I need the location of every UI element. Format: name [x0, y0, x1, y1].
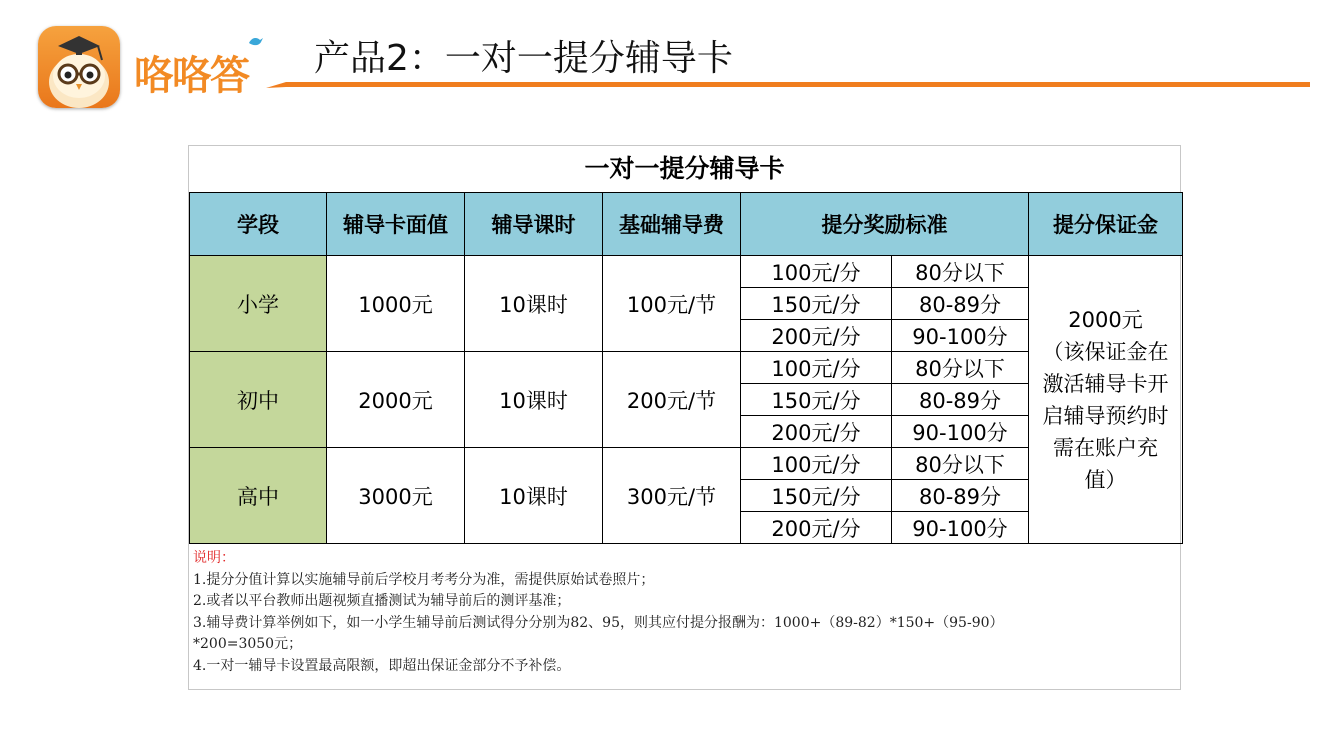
- hours-cell: 10课时: [465, 448, 603, 544]
- note-line: *200=3050元；: [193, 636, 303, 652]
- notes-heading: 说明：: [193, 550, 235, 566]
- reward-amount-cell: 150元/分: [741, 288, 892, 320]
- reward-amount-cell: 200元/分: [741, 320, 892, 352]
- hours-cell: 10课时: [465, 256, 603, 352]
- reward-condition-cell: 80-89分: [892, 288, 1029, 320]
- reward-condition-cell: 80-89分: [892, 480, 1029, 512]
- card-title: 一对一提分辅导卡: [584, 154, 785, 183]
- reward-amount-cell: 150元/分: [741, 480, 892, 512]
- note-line: 1.提分分值计算以实施辅导前后学校月考考分为准，需提供原始试卷照片；: [193, 571, 655, 588]
- deposit-note-line: 需在账户充: [1053, 435, 1158, 460]
- reward-amount-cell: 100元/分: [741, 352, 892, 384]
- col-header-base-fee: 基础辅导费: [603, 193, 741, 256]
- deposit-note-line: 激活辅导卡开: [1042, 371, 1169, 396]
- deposit-note-line: 启辅导预约时: [1042, 403, 1169, 428]
- reward-condition-cell: 80分以下: [892, 352, 1029, 384]
- col-header-face-value: 辅导卡面值: [327, 193, 465, 256]
- reward-condition-cell: 90-100分: [892, 320, 1029, 352]
- reward-condition-cell: 90-100分: [892, 512, 1029, 544]
- base-fee-cell: 100元/节: [603, 256, 741, 352]
- stage-cell: 初中: [190, 352, 327, 448]
- pricing-table: [189, 192, 1183, 544]
- page-title: 产品2：一对一提分辅导卡: [314, 38, 733, 79]
- deposit-cell: [1029, 256, 1183, 544]
- base-fee-cell: 300元/节: [603, 448, 741, 544]
- col-header-deposit: 提分保证金: [1029, 193, 1183, 256]
- note-line: 2.或者以平台教师出题视频直播测试为辅导前后的测评基准；: [193, 593, 571, 609]
- note-line: 3.辅导费计算举例如下，如一小学生辅导前后测试得分分别为82、95，则其应付提分报酬为：1000+（89-82）*150+（95-90）: [193, 614, 1004, 631]
- reward-condition-cell: 80-89分: [892, 384, 1029, 416]
- card-panel: [188, 145, 1181, 690]
- face-value-cell: 1000元: [327, 256, 465, 352]
- note-line: 4.一对一辅导卡设置最高限额，即超出保证金部分不予补偿。: [193, 657, 571, 674]
- reward-condition-cell: 80分以下: [892, 448, 1029, 480]
- deposit-amount: 2000元: [1068, 307, 1143, 332]
- deposit-note-line: （该保证金在: [1042, 339, 1169, 364]
- reward-amount-cell: 100元/分: [741, 448, 892, 480]
- col-header-hours: 辅导课时: [465, 193, 603, 256]
- reward-amount-cell: 200元/分: [741, 512, 892, 544]
- deposit-note-line: 值）: [1084, 467, 1127, 492]
- owl-icon: [38, 26, 120, 108]
- reward-amount-cell: 100元/分: [741, 256, 892, 288]
- face-value-cell: 3000元: [327, 448, 465, 544]
- app-logo-owl-icon: [38, 26, 120, 108]
- reward-condition-cell: 80分以下: [892, 256, 1029, 288]
- bird-icon: [248, 36, 264, 47]
- col-header-stage: 学段: [190, 193, 327, 256]
- stage-cell: 高中: [190, 448, 327, 544]
- table-row: [190, 256, 1183, 288]
- stage-cell: 小学: [190, 256, 327, 352]
- reward-condition-cell: 90-100分: [892, 416, 1029, 448]
- header-underline: [266, 82, 1310, 88]
- face-value-cell: 2000元: [327, 352, 465, 448]
- col-header-reward: 提分奖励标准: [741, 193, 1029, 256]
- reward-amount-cell: 200元/分: [741, 416, 892, 448]
- base-fee-cell: 200元/节: [603, 352, 741, 448]
- notes-block: [193, 548, 1004, 677]
- table-header-row: [190, 193, 1183, 256]
- hours-cell: 10课时: [465, 352, 603, 448]
- brand-name: 咯咯答: [134, 53, 248, 99]
- reward-amount-cell: 150元/分: [741, 384, 892, 416]
